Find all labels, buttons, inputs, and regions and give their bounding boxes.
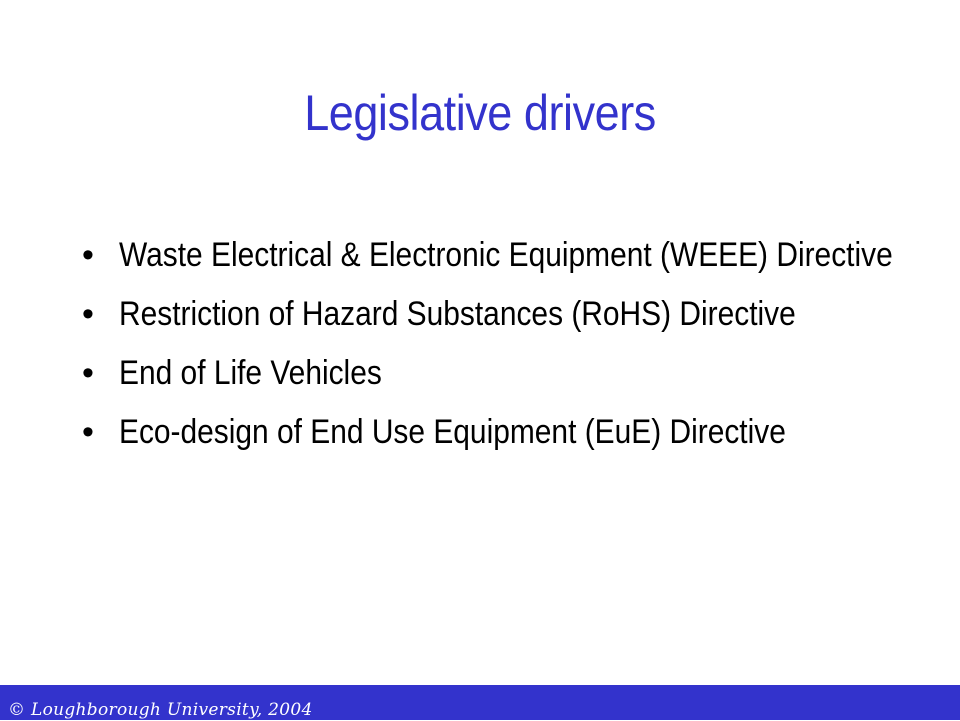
bullet-item-rohs: [82, 291, 902, 337]
slide-title: Legislative drivers: [304, 85, 656, 141]
bullet-text: End of Life Vehicles: [119, 354, 382, 392]
bullet-icon: •: [82, 295, 94, 333]
bullet-text: Waste Electrical & Electronic Equipment (WEEE) Directive: [119, 236, 893, 274]
copyright-notice: © Loughborough University, 2004: [8, 700, 313, 720]
bullet-text: Restriction of Hazard Substances (RoHS) Directive: [119, 295, 796, 333]
bullet-icon: •: [82, 354, 94, 392]
bullet-text: Eco-design of End Use Equipment (EuE) Directive: [119, 413, 786, 451]
bullet-item-elv: [82, 350, 902, 396]
bullet-icon: •: [82, 236, 94, 274]
bullet-list: [82, 232, 902, 468]
bullet-item-eue: [82, 409, 902, 455]
footer-bar: [0, 685, 960, 720]
bullet-icon: •: [82, 413, 94, 451]
bullet-item-weee: [82, 232, 902, 278]
